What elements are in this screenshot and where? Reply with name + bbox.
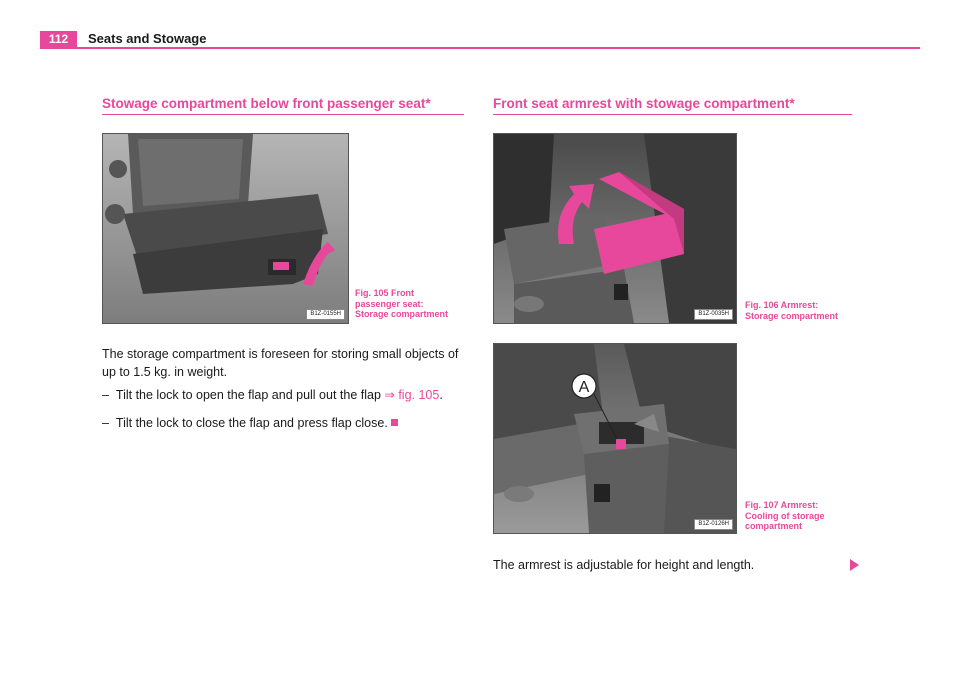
fig-105-link[interactable]: ⇒ fig. 105 — [384, 388, 440, 402]
right-body-text: The armrest is adjustable for height and length. — [493, 558, 755, 572]
step-1: – Tilt the lock to open the flap and pull out the flap ⇒ fig. 105. — [102, 388, 443, 402]
figure-106-armrest-storage — [493, 133, 737, 324]
page-number: 112 — [40, 31, 77, 47]
figure-107-armrest-cooling — [493, 343, 737, 534]
step-2: – Tilt the lock to close the flap and press flap close. — [102, 414, 467, 432]
header-title: Seats and Stowage — [88, 31, 207, 46]
figure-code: B1Z-0155H — [306, 309, 345, 320]
right-section-heading: Front seat armrest with stowage compartment* — [493, 96, 795, 111]
left-intro-text: The storage compartment is foreseen for storing small objects of up to 1.5 kg. in weight. — [102, 347, 459, 379]
end-square-icon — [391, 419, 398, 426]
left-section-rule — [102, 114, 464, 115]
figure-105-caption: Fig. 105 Front passenger seat: Storage compartment — [355, 288, 449, 319]
left-section-heading: Stowage compartment below front passenger seat* — [102, 96, 431, 111]
figure-105-seat-storage — [102, 133, 349, 324]
figure-code: B1Z-0126H — [694, 519, 733, 530]
figure-106-caption: Fig. 106 Armrest: Storage compartment — [745, 300, 839, 321]
figure-107-caption: Fig. 107 Armrest: Cooling of storage compartment — [745, 500, 825, 531]
figure-code: B1Z-0035H — [694, 309, 733, 320]
header-rule — [40, 47, 920, 49]
callout-label-a: A — [578, 379, 590, 396]
right-section-rule — [493, 114, 852, 115]
continue-arrow-icon — [850, 559, 859, 571]
